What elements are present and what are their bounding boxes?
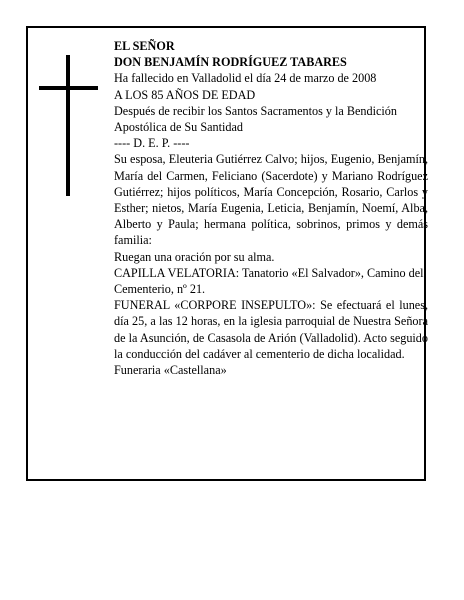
family-list: Su esposa, Eleuteria Gutiérrez Calvo; hijos, Eugenio, Benjamín, María del Carmen, Feliciano (Sacerdote) y Mariano Rodríguez Gutiérrez; hijos políticos, María Concepción, Rosario, Carlos y Esther; nietos, María Eugenia, Leticia, Benjamín, Noemí, Alba, Alberto y Paula; hermana política, sobrinos, primos y demás familia: <box>114 152 428 248</box>
funeral-home: Funeraria «Castellana» <box>114 363 227 378</box>
cross-horizontal-bar <box>39 86 98 90</box>
obituary-text <box>114 38 428 378</box>
prayer-request: Ruegan una oración por su alma. <box>114 249 275 264</box>
rip-line: ---- D. E. P. ---- <box>114 136 190 151</box>
sacraments-statement: Después de recibir los Santos Sacramentos y la Bendición Apostólica de Su Santidad <box>114 103 397 135</box>
age-statement: A LOS 85 AÑOS DE EDAD <box>114 87 256 102</box>
cross-vertical-bar <box>66 55 70 196</box>
death-statement: Ha fallecido en Valladolid el día 24 de marzo de 2008 <box>114 71 377 86</box>
funeral-info: FUNERAL «CORPORE INSEPULTO»: Se efectuará el lunes, día 25, a las 12 horas, en la iglesia parroquial de Nuestra Señora de la Asunción, de Casasola de Arión (Valladolid). Acto seguido la conducción del cadáver al cementerio de dicha localidad. <box>114 298 428 361</box>
title-line-1: EL SEÑOR <box>114 39 175 53</box>
chapel-info: CAPILLA VELATORIA: Tanatorio «El Salvador», Camino del Cementerio, nº 21. <box>114 265 424 297</box>
deceased-name: DON BENJAMÍN RODRÍGUEZ TABARES <box>114 55 347 70</box>
